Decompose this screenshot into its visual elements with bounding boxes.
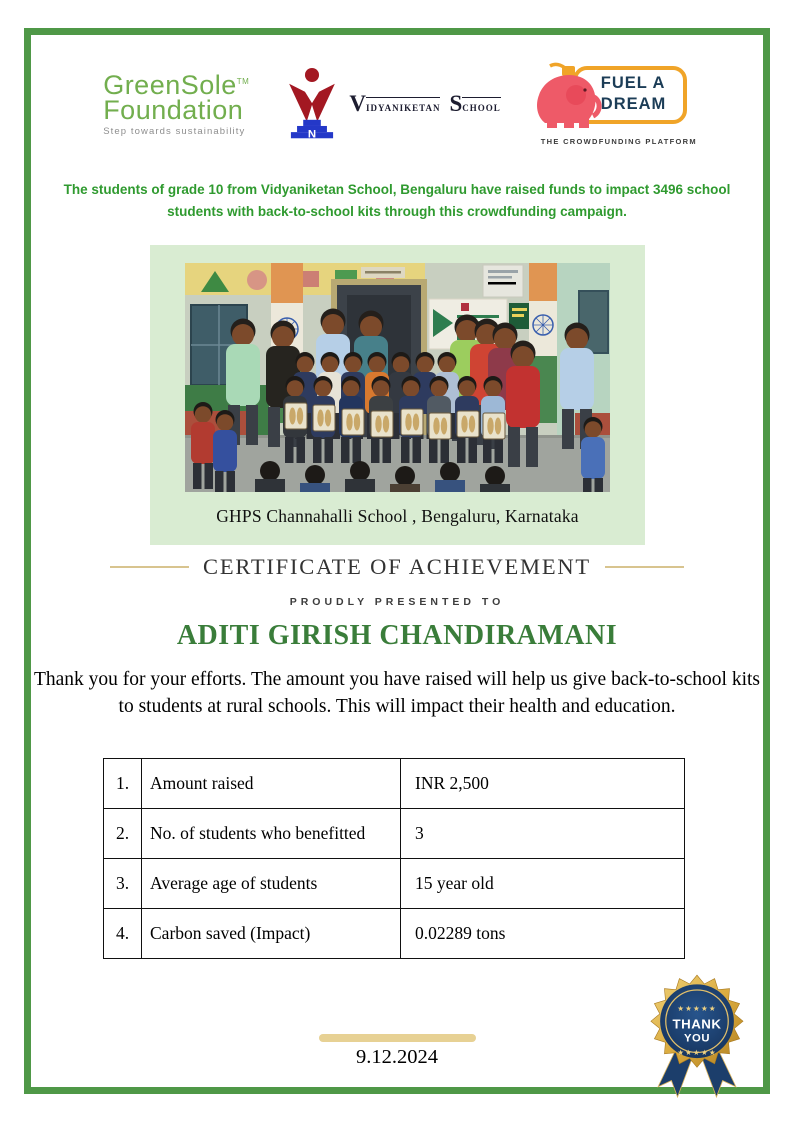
table-row — [104, 859, 685, 909]
greensole-foundation-logo — [103, 69, 250, 137]
table-row — [104, 809, 685, 859]
table-row — [104, 759, 685, 809]
row-label: Average age of students — [142, 859, 401, 909]
row-value: 0.02289 tons — [401, 909, 685, 959]
row-label: No. of students who benefitted — [142, 809, 401, 859]
badge-stars-bottom: ★★★★★ — [677, 1047, 717, 1057]
row-number: 2. — [104, 809, 142, 859]
greensole-foundation-word: Foundation — [103, 94, 244, 125]
fueladream-wordmark: FUEL A DREAM — [600, 74, 667, 113]
trademark-symbol: TM — [236, 76, 250, 86]
elephant-piggybank-icon — [535, 60, 607, 132]
photo-card — [150, 245, 645, 545]
badge-you: YOU — [684, 1032, 710, 1045]
certificate-title: CERTIFICATE OF ACHIEVEMENT — [203, 554, 591, 579]
fueladream-tagline: THE CROWDFUNDING PLATFORM — [540, 137, 697, 146]
campaign-statement: The students of grade 10 from Vidyaniketan School, Bengaluru have raised funds to impact 3496 school students with back-to-school kits through this crowdfunding campaign. — [63, 182, 731, 219]
accent-line-left — [110, 566, 189, 568]
greensole-tagline: Step towards sustainability — [103, 125, 246, 137]
thank-you-badge — [643, 970, 751, 1098]
certificate-date: 9.12.2024 — [356, 1046, 438, 1068]
row-value: INR 2,500 — [401, 759, 685, 809]
badge-thank: THANK — [672, 1016, 722, 1032]
row-label: Carbon saved (Impact) — [142, 909, 401, 959]
certificate-heading — [110, 554, 684, 580]
vidyaniketan-emblem-icon — [283, 64, 341, 144]
emblem-letter: N — [308, 128, 317, 141]
date-accent-bar — [319, 1034, 476, 1042]
partner-logos-row — [40, 58, 754, 150]
row-label: Amount raised — [142, 759, 401, 809]
row-number: 1. — [104, 759, 142, 809]
recipient-name: ADITI GIRISH CHANDIRAMANI — [176, 620, 618, 651]
photo-caption: GHPS Channahalli School , Bengaluru, Karnataka — [216, 506, 579, 526]
greensole-name: GreenSole — [103, 69, 237, 100]
accent-line-right — [605, 566, 684, 568]
vidyaniketan-school-logo — [283, 64, 500, 144]
row-number: 4. — [104, 909, 142, 959]
presented-to-label: PROUDLY PRESENTED TO — [289, 596, 505, 608]
row-value: 15 year old — [401, 859, 685, 909]
school-photo — [185, 263, 610, 492]
thank-you-message: Thank you for your efforts. The amount you have raised will help us give back-to-school kits to students at rural schools. This will impact their health and education. — [33, 669, 761, 718]
impact-table — [103, 758, 685, 959]
fueladream-logo — [535, 60, 697, 148]
badge-stars-top: ★★★★★ — [677, 1003, 717, 1013]
table-row — [104, 909, 685, 959]
row-value: 3 — [401, 809, 685, 859]
vidyaniketan-wordmark: Vidyaniketan School — [349, 91, 501, 116]
row-number: 3. — [104, 859, 142, 909]
